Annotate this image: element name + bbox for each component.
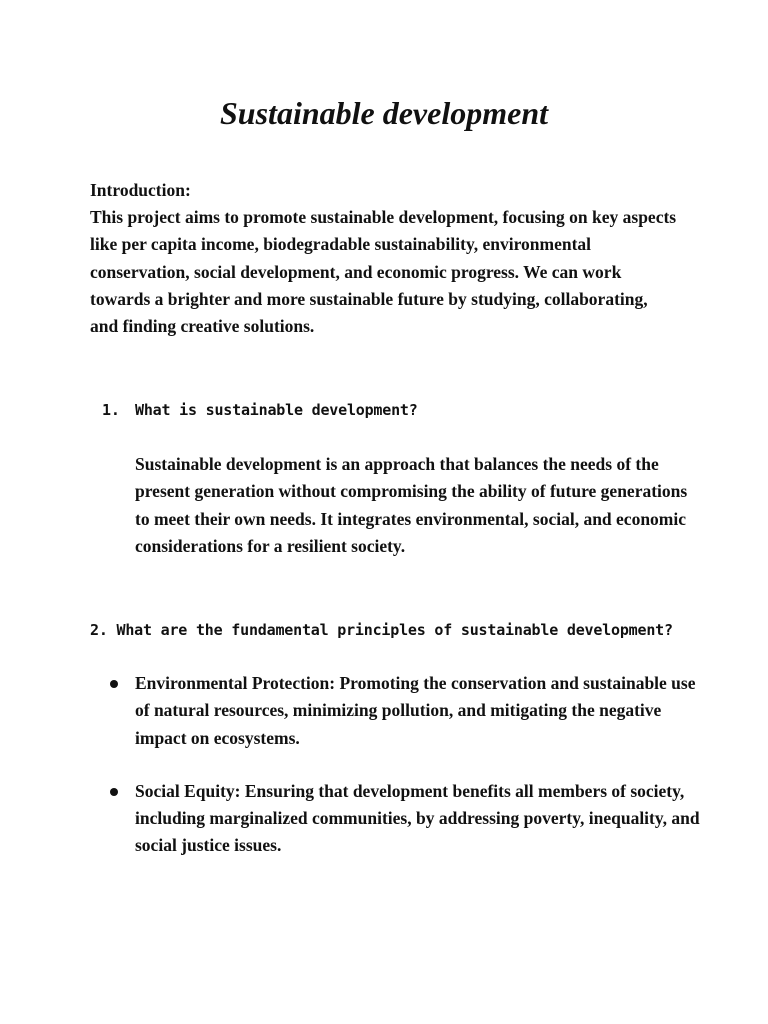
document-title: Sustainable development — [220, 95, 548, 131]
question-1-number: 1. — [102, 401, 120, 419]
question-1-answer: Sustainable development is an approach that balances the needs of the present generation without compromising the ability of future generations to meet their own needs. It integrates environmental, social, and economic considerations for a resilient society. — [135, 454, 688, 556]
intro-paragraph: This project aims to promote sustainable development, focusing on key aspects like per capita income, biodegradable sustainability, environmental conservation, social development, and economic progress. We can work towards a brighter and more sustainable future by studying, collaborating, and finding creative solutions. — [90, 207, 677, 337]
principle-social-equity: Social Equity: Ensuring that development benefits all members of society, including marginalized communities, by addressing poverty, inequality, and social justice issues. — [135, 780, 700, 856]
list-item — [110, 778, 700, 860]
bullet-icon — [110, 680, 118, 688]
question-2-heading: 2. What are the fundamental principles of sustainable development? — [90, 621, 673, 639]
list-item — [110, 670, 700, 752]
question-1-heading — [102, 399, 418, 421]
intro-heading: Introduction: — [90, 180, 191, 200]
principle-environmental-protection: Environmental Protection: Promoting the conservation and sustainable use of natural resources, minimizing pollution, and mitigating the negative impact on ecosystems. — [135, 673, 696, 748]
question-1-text: What is sustainable development? — [135, 401, 418, 419]
principles-list — [110, 670, 700, 886]
bullet-icon — [110, 788, 118, 796]
